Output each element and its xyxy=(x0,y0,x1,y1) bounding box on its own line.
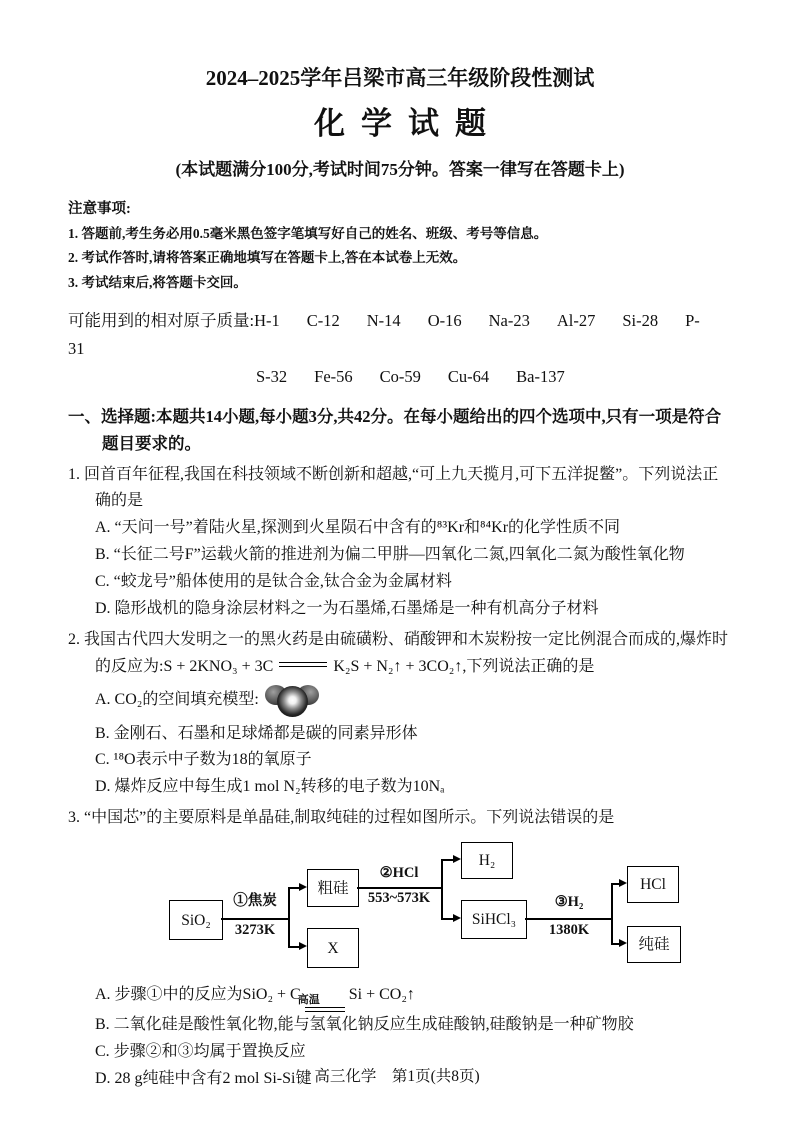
question-number: 1. xyxy=(68,465,80,483)
question-stem: 2. 我国古代四大发明之一的黑火药是由硫磺粉、硝酸钾和木炭粉按一定比例混合而成的,爆炸时的反应为:S + 2KNO₃ + 3C K₂S + N₂↑ + 3CO₂↑,下列说法正确的是 xyxy=(68,630,729,675)
mass-value: Cu-64 xyxy=(447,367,490,387)
flow-step3-condition: ③H₂ xyxy=(554,894,584,911)
mass-value: O-16 xyxy=(427,310,462,330)
question-number: 3. xyxy=(68,809,80,827)
flow-step1-temperature: 3273K xyxy=(234,922,276,939)
option-d: D. 28 g纯硅中含有2 mol Si-Si键 xyxy=(95,1069,312,1087)
mass-value: S-32 xyxy=(256,367,288,387)
flow-box-crude-silicon: 粗硅 xyxy=(307,869,359,907)
notice-item: 1. 答题前,考生务必用0.5毫米黑色签字笔填写好自己的姓名、班级、考号等信息。 xyxy=(68,226,548,242)
question-number: 2. xyxy=(68,630,80,648)
question-2 xyxy=(68,627,732,801)
atomic-masses-row1 xyxy=(68,307,732,363)
option-c: C. ¹⁸O表示中子数为18的氧原子 xyxy=(95,751,312,769)
question-1 xyxy=(68,462,732,623)
flow-box-h2: H₂ xyxy=(461,842,513,879)
flow-line xyxy=(611,883,619,885)
section-heading: 一、选择题:本题共14小题,每小题3分,共42分。在每小题给出的四个选项中,只有一项是符合题目要求的。 xyxy=(68,407,722,454)
option-c: C. 步骤②和③均属于置换反应 xyxy=(95,1043,306,1061)
option-a: A. 步骤①中的反应为SiO₂ + C 高温 Si + CO₂↑ xyxy=(95,982,732,1012)
mass-value: Co-59 xyxy=(379,367,421,387)
paper-title: 化学试题 xyxy=(314,106,502,142)
page-footer: 高三化学 第1页(共8页) xyxy=(314,1068,480,1085)
mass-value: C-12 xyxy=(306,310,340,330)
option-c: C. “蛟龙号”船体使用的是钛合金,钛合金为金属材料 xyxy=(95,573,452,591)
flow-line xyxy=(441,859,443,919)
flow-step2-condition: ②HCl xyxy=(379,865,419,882)
flow-line xyxy=(611,943,619,945)
flow-line xyxy=(441,918,453,920)
flow-step2-temperature: 553~573K xyxy=(367,890,431,907)
mass-value: Na-23 xyxy=(488,310,530,330)
option-a: A. “天问一号”着陆火星,探测到火星陨石中含有的⁸³Kr和⁸⁴Kr的化学性质不同 xyxy=(95,519,621,537)
option-b: B. “长征二号F”运载火箭的推进剂为偏二甲肼—四氧化二氮,四氧化二氮为酸性氧化物 xyxy=(95,546,685,564)
question-3 xyxy=(68,805,732,1093)
option-d: D. 隐形战机的隐身涂层材料之一为石墨烯,石墨烯是一种有机高分子材料 xyxy=(95,599,599,617)
mass-value: H-1 xyxy=(254,310,280,330)
atomic-masses-label: 可能用到的相对原子质量: xyxy=(68,310,255,330)
option-a: A. CO₂的空间填充模型: xyxy=(95,681,732,721)
flow-box-pure-silicon: 纯硅 xyxy=(627,926,681,963)
notices-block xyxy=(68,197,732,295)
double-line-equals xyxy=(279,662,327,667)
atomic-masses-block xyxy=(68,307,732,391)
arrowhead-icon xyxy=(299,942,307,950)
flow-box-sio2: SiO₂ xyxy=(169,900,223,940)
option-b: B. 金刚石、石墨和足球烯都是碳的同素异形体 xyxy=(95,724,418,742)
flow-box-hcl: HCl xyxy=(627,866,679,903)
flow-box-x: X xyxy=(307,928,359,968)
arrowhead-icon xyxy=(453,855,461,863)
equals-with-condition: 高温 xyxy=(305,994,345,1012)
paper-subtitle: (本试题满分100分,考试时间75分钟。答案一律写在答题卡上) xyxy=(175,159,625,179)
notice-item: 2. 考试作答时,请将答案正确地填写在答题卡上,答在本试卷上无效。 xyxy=(68,250,467,266)
mass-value: P-31 xyxy=(68,310,700,359)
flow-line xyxy=(357,887,441,889)
arrowhead-icon xyxy=(453,914,461,922)
atomic-masses-row2 xyxy=(68,363,732,391)
question-stem: 3. “中国芯”的主要原料是单晶硅,制取纯硅的过程如图所示。下列说法错误的是 xyxy=(68,809,615,827)
flow-box-sihcl3: SiHCl₃ xyxy=(461,900,527,939)
flow-step1-condition: ①焦炭 xyxy=(233,893,277,910)
carbon-atom-sphere xyxy=(277,686,308,717)
mass-value: Fe-56 xyxy=(314,367,353,387)
option-d: D. 爆炸反应中每生成1 mol N₂转移的电子数为10Nₐ xyxy=(95,778,445,796)
flow-line xyxy=(221,918,288,920)
flow-line xyxy=(441,859,453,861)
flow-line xyxy=(611,883,613,944)
flow-line xyxy=(525,918,611,920)
arrowhead-icon xyxy=(619,939,627,947)
question-stem: 1. 回首百年征程,我国在科技领域不断创新和超越,“可上九天揽月,可下五洋捉鳖”。下列说法正确的是 xyxy=(68,465,719,510)
mass-value: Ba-137 xyxy=(516,367,565,387)
notice-item: 3. 考试结束后,将答题卡交回。 xyxy=(68,274,247,290)
mass-value: N-14 xyxy=(366,310,401,330)
arrowhead-icon xyxy=(299,883,307,891)
silicon-process-flowchart xyxy=(125,840,749,976)
arrowhead-icon xyxy=(619,879,627,887)
flow-step3-temperature: 1380K xyxy=(548,922,590,939)
option-b: B. 二氧化硅是酸性氧化物,能与氢氧化钠反应生成硅酸钠,硅酸钠是一种矿物胶 xyxy=(95,1016,634,1034)
co2-space-filling-model xyxy=(265,683,319,719)
mass-value: Al-27 xyxy=(556,310,596,330)
mass-value: Si-28 xyxy=(622,310,659,330)
notices-title: 注意事项: xyxy=(68,201,131,218)
exam-title: 2024–2025学年吕梁市高三年级阶段性测试 xyxy=(205,66,595,90)
